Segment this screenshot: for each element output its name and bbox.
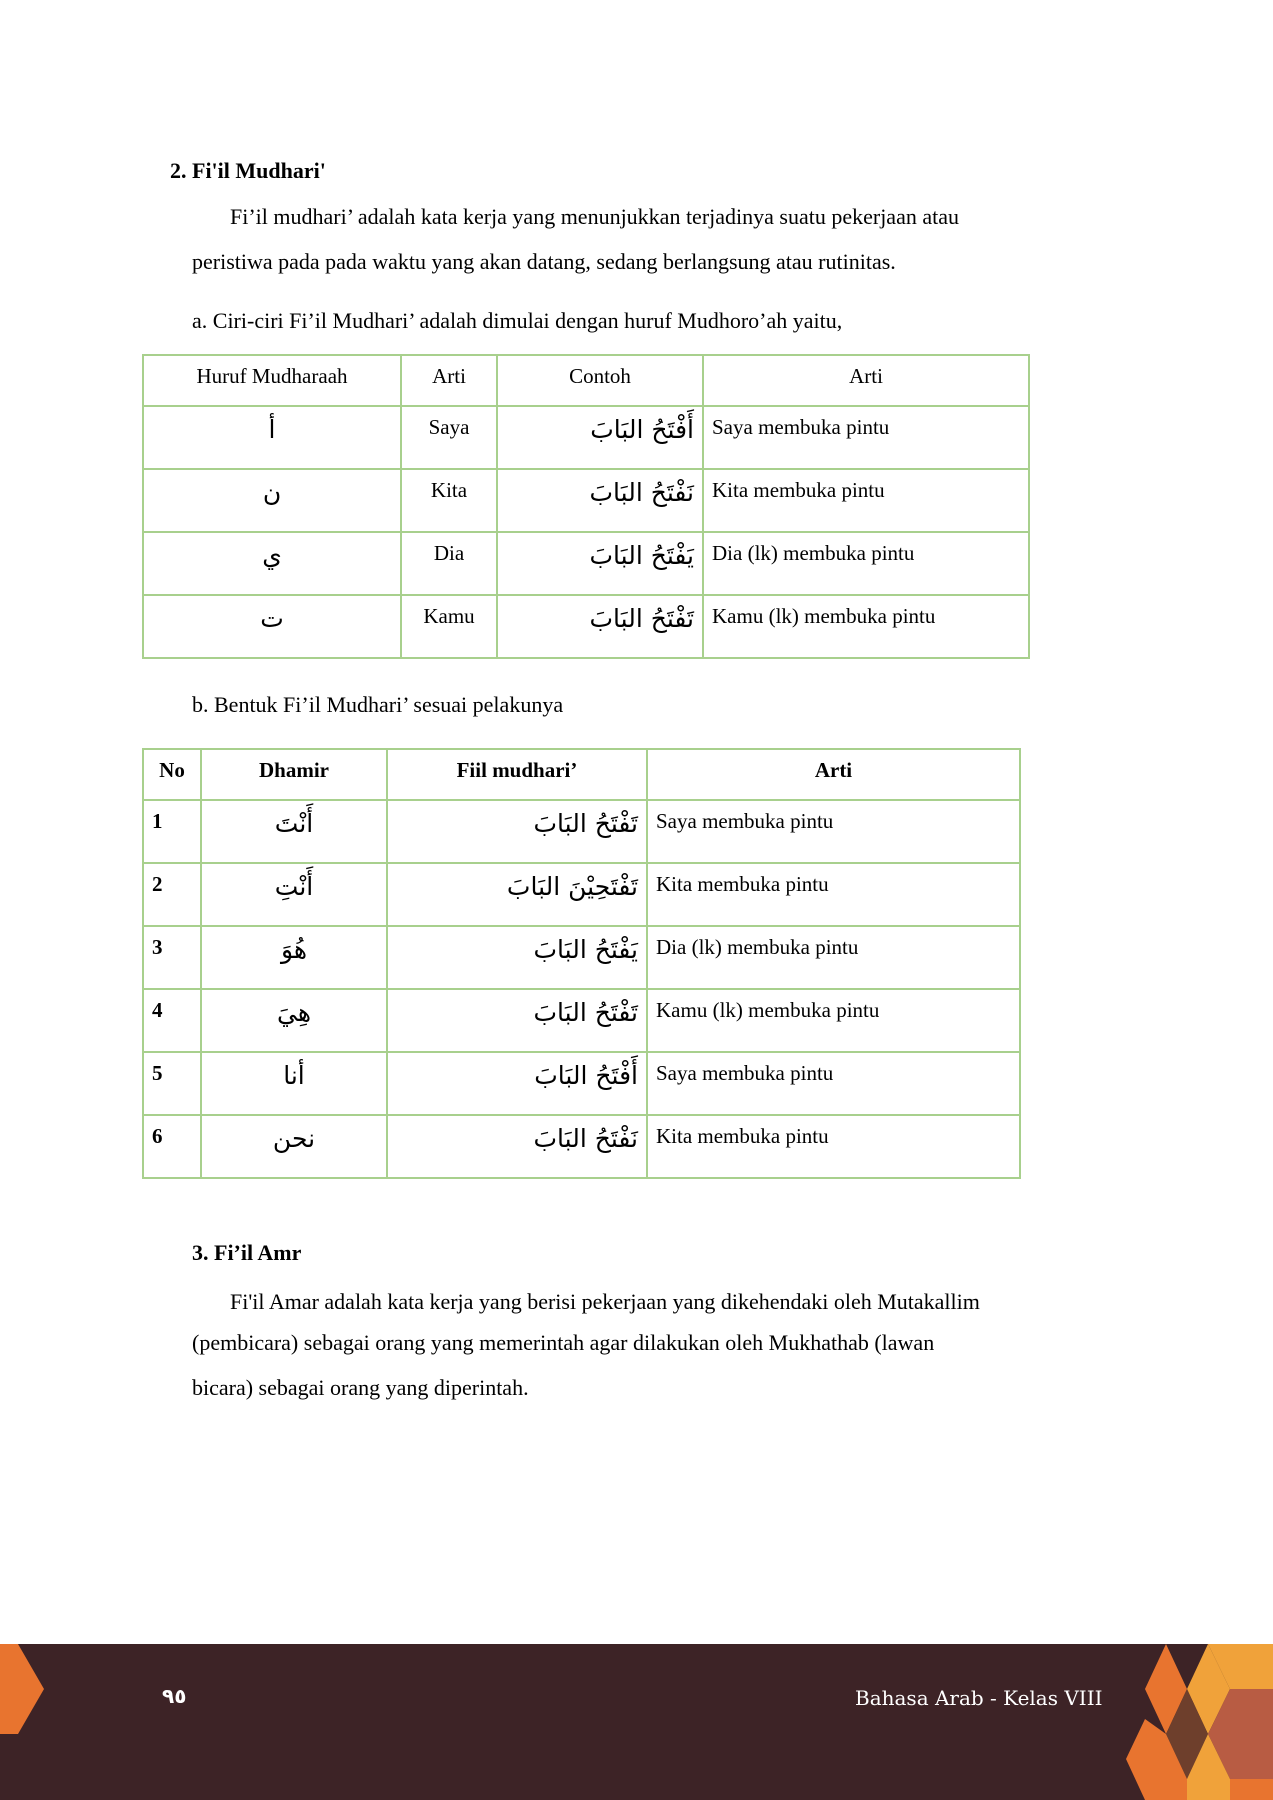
- paragraph-line: peristiwa pada pada waktu yang akan datang, sedang berlangsung atau rutinitas.: [192, 249, 896, 274]
- letter-cell: ي: [143, 532, 401, 595]
- table-row: [143, 532, 1029, 595]
- translation-cell: Kita membuka pintu: [703, 469, 1029, 532]
- paragraph-line: (pembicara) sebagai orang yang memerintah agar dilakukan oleh Mukhathab (lawan: [192, 1330, 935, 1355]
- number-cell: 2: [143, 863, 201, 926]
- table-row: [143, 469, 1029, 532]
- page-number: ٩٥: [162, 1684, 187, 1708]
- letter-cell: ن: [143, 469, 401, 532]
- verb-cell: تَفْتَحُ البَابَ: [387, 989, 647, 1052]
- footer-decoration-icon: [0, 1644, 1273, 1800]
- table-row: [143, 989, 1020, 1052]
- number-cell: 6: [143, 1115, 201, 1178]
- verb-cell: يَفْتَحُ البَابَ: [387, 926, 647, 989]
- number-cell: 3: [143, 926, 201, 989]
- table-row: [143, 800, 1020, 863]
- paragraph-line: bicara) sebagai orang yang diperintah.: [192, 1375, 529, 1400]
- header-cell: Arti: [401, 355, 497, 406]
- meaning-cell: Saya: [401, 406, 497, 469]
- list-item-a: a. Ciri-ciri Fi’il Mudhari’ adalah dimulai dengan huruf Mudhoro’ah yaitu,: [192, 308, 843, 333]
- header-cell: Huruf Mudharaah: [143, 355, 401, 406]
- translation-cell: Kita membuka pintu: [647, 1115, 1020, 1178]
- header-cell: No: [143, 749, 201, 800]
- translation-cell: Dia (lk) membuka pintu: [647, 926, 1020, 989]
- pronoun-cell: أنا: [201, 1052, 387, 1115]
- translation-cell: Kita membuka pintu: [647, 863, 1020, 926]
- table-header-row: [143, 749, 1020, 800]
- header-cell: Contoh: [497, 355, 703, 406]
- translation-cell: Kamu (lk) membuka pintu: [647, 989, 1020, 1052]
- meaning-cell: Dia: [401, 532, 497, 595]
- pronoun-cell: نحن: [201, 1115, 387, 1178]
- pronoun-cell: هِيَ: [201, 989, 387, 1052]
- example-cell: تَفْتَحُ البَابَ: [497, 595, 703, 658]
- page-footer: [0, 1644, 1273, 1800]
- header-cell: Arti: [703, 355, 1029, 406]
- verb-cell: تَفْتَحِيْنَ البَابَ: [387, 863, 647, 926]
- translation-cell: Saya membuka pintu: [703, 406, 1029, 469]
- section-3-heading: 3. Fi’il Amr: [192, 1240, 302, 1265]
- number-cell: 4: [143, 989, 201, 1052]
- paragraph-line: Fi’il mudhari’ adalah kata kerja yang menunjukkan terjadinya suatu pekerjaan atau: [230, 204, 959, 229]
- letter-cell: ت: [143, 595, 401, 658]
- pronoun-cell: هُوَ: [201, 926, 387, 989]
- translation-cell: Kamu (lk) membuka pintu: [703, 595, 1029, 658]
- meaning-cell: Kamu: [401, 595, 497, 658]
- table-row: [143, 595, 1029, 658]
- translation-cell: Saya membuka pintu: [647, 800, 1020, 863]
- letter-cell: أ: [143, 406, 401, 469]
- conjugation-table: [142, 748, 1021, 1179]
- list-item-b: b. Bentuk Fi’il Mudhari’ sesuai pelakunya: [192, 692, 564, 717]
- mudhoroah-letters-table: [142, 354, 1030, 659]
- table-header-row: [143, 355, 1029, 406]
- book-title: Bahasa Arab - Kelas VIII: [855, 1686, 1103, 1710]
- translation-cell: Dia (lk) membuka pintu: [703, 532, 1029, 595]
- table-row: [143, 1052, 1020, 1115]
- meaning-cell: Kita: [401, 469, 497, 532]
- section-2-heading: 2. Fi'il Mudhari': [170, 158, 326, 183]
- pronoun-cell: أَنْتَ: [201, 800, 387, 863]
- verb-cell: أَفْتَحُ البَابَ: [387, 1052, 647, 1115]
- example-cell: نَفْتَحُ البَابَ: [497, 469, 703, 532]
- table-row: [143, 863, 1020, 926]
- example-cell: يَفْتَحُ البَابَ: [497, 532, 703, 595]
- header-cell: Dhamir: [201, 749, 387, 800]
- translation-cell: Saya membuka pintu: [647, 1052, 1020, 1115]
- table-row: [143, 926, 1020, 989]
- number-cell: 1: [143, 800, 201, 863]
- table-row: [143, 406, 1029, 469]
- paragraph-line: Fi'il Amar adalah kata kerja yang berisi pekerjaan yang dikehendaki oleh Mutakallim: [230, 1289, 980, 1314]
- number-cell: 5: [143, 1052, 201, 1115]
- table-row: [143, 1115, 1020, 1178]
- verb-cell: تَفْتَحُ البَابَ: [387, 800, 647, 863]
- header-cell: Arti: [647, 749, 1020, 800]
- example-cell: أَفْتَحُ البَابَ: [497, 406, 703, 469]
- pronoun-cell: أَنْتِ: [201, 863, 387, 926]
- verb-cell: نَفْتَحُ البَابَ: [387, 1115, 647, 1178]
- header-cell: Fiil mudhari’: [387, 749, 647, 800]
